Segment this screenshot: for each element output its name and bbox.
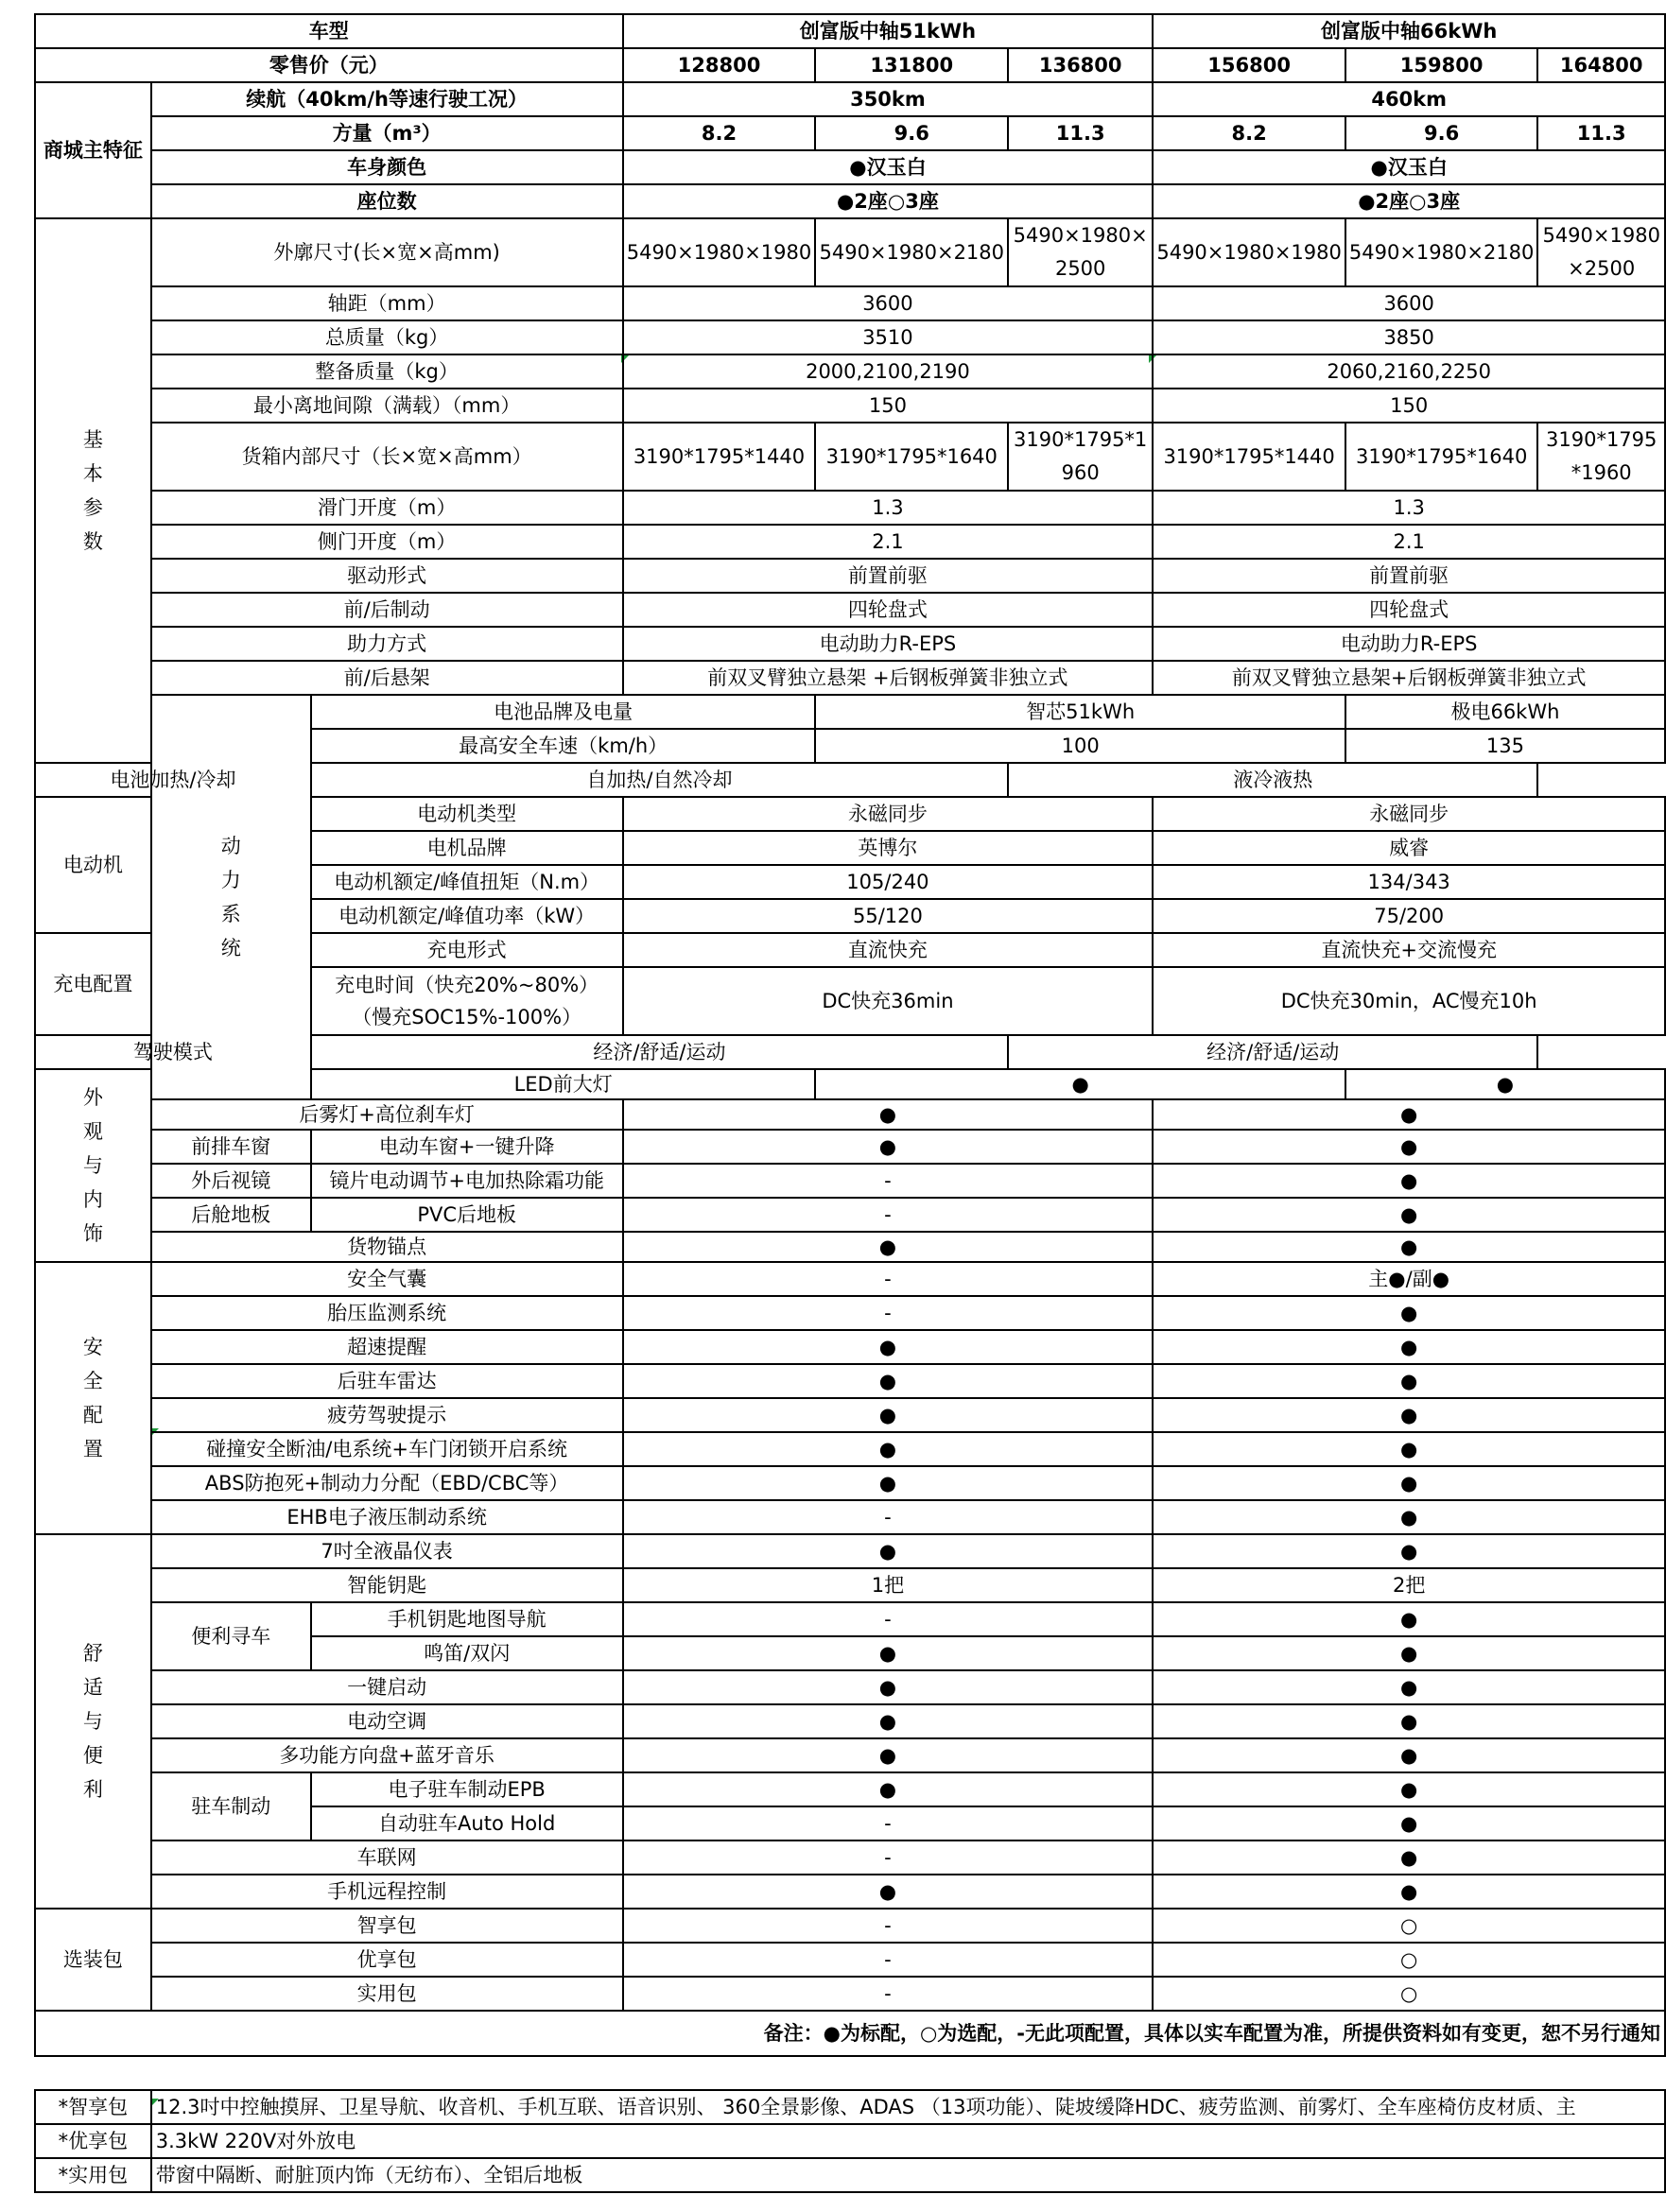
drive-51: 前置前驱	[623, 559, 1154, 593]
speed-51: 100	[815, 729, 1345, 763]
window-group-label: 前排车窗	[151, 1130, 311, 1164]
mirror-66: ●	[1153, 1164, 1665, 1198]
charge-form-label: 充电形式	[311, 933, 623, 967]
led-label: LED前大灯	[311, 1069, 816, 1099]
wheel-51: ●	[623, 1738, 1154, 1772]
cargo-cell: 3190*1795*1440	[623, 423, 816, 491]
battery-label: 电池品牌及电量	[311, 695, 816, 729]
key-66: 2把	[1153, 1568, 1665, 1602]
remote-51: ●	[623, 1875, 1154, 1909]
header-model-row	[35, 14, 1665, 48]
park-group-label: 驻车制动	[151, 1772, 311, 1840]
exterior-group-label: 外 观 与 内 饰	[35, 1069, 151, 1262]
led-66: ●	[1345, 1069, 1665, 1099]
crash-51: ●	[623, 1432, 1154, 1466]
floor-row	[35, 1198, 1665, 1232]
window-66: ●	[1153, 1130, 1665, 1164]
cargo-cell: 3190*1795*1640	[1345, 423, 1538, 491]
ehb-label: EHB电子液压制动系统	[151, 1500, 623, 1534]
price-cell: 156800	[1153, 48, 1345, 82]
power-kw-51: 55/120	[623, 899, 1154, 933]
range-label: 续航（40km/h等速行驶工况）	[151, 82, 623, 116]
cargo-row	[35, 423, 1665, 491]
charge-time-66: DC快充30min，AC慢充10h	[1153, 967, 1665, 1035]
dims-cell: 5490×1980×2180	[815, 218, 1008, 286]
power-kw-label: 电动机额定/峰值功率（kW）	[311, 899, 623, 933]
premium-51: -	[623, 1943, 1154, 1977]
horn-51: ●	[623, 1636, 1154, 1670]
power-kw-66: 75/200	[1153, 899, 1665, 933]
seats-66: ●2座○3座	[1153, 184, 1665, 218]
epb-66: ●	[1153, 1772, 1665, 1806]
drive-66: 前置前驱	[1153, 559, 1665, 593]
wheel-row	[35, 1738, 1665, 1772]
volume-cell: 9.6	[815, 116, 1008, 150]
side-door-51: 2.1	[623, 525, 1154, 559]
anchor-label: 货物锚点	[151, 1232, 623, 1262]
speed-66: 135	[1345, 729, 1665, 763]
abs-51: ●	[623, 1466, 1154, 1500]
thermal-row	[35, 763, 1665, 797]
mode-66: 经济/舒适/运动	[1008, 1035, 1537, 1069]
cargo-label: 货箱内部尺寸（长×宽×高mm）	[151, 423, 623, 491]
spacer-cell	[35, 2056, 1665, 2090]
volume-cell: 9.6	[1345, 116, 1538, 150]
curb-66: 2060,2160,2250	[1153, 354, 1665, 389]
version-66-header: 创富版中轴66kWh	[1153, 14, 1665, 48]
abs-row	[35, 1466, 1665, 1500]
wheelbase-row	[35, 286, 1665, 320]
epb-label: 电子驻车制动EPB	[311, 1772, 623, 1806]
ehb-66: ●	[1153, 1500, 1665, 1534]
crash-label: 碰撞安全断油/电系统+车门闭锁开启系统	[151, 1432, 623, 1466]
fatigue-66: ●	[1153, 1398, 1665, 1432]
utility-51: -	[623, 1977, 1154, 2011]
mapnav-51: -	[623, 1602, 1154, 1636]
find-group-label: 便利寻车	[151, 1602, 311, 1670]
cargo-cell: 3190*1795*1640	[815, 423, 1008, 491]
steer-row	[35, 627, 1665, 661]
anchor-66: ●	[1153, 1232, 1665, 1262]
crash-row	[35, 1432, 1665, 1466]
fog-51: ●	[623, 1099, 1154, 1130]
overspeed-row	[35, 1330, 1665, 1364]
overspeed-51: ●	[623, 1330, 1154, 1364]
cargo-cell: 3190*1795*1440	[1153, 423, 1345, 491]
seats-51: ●2座○3座	[623, 184, 1154, 218]
curb-51: 2000,2100,2190	[623, 354, 1154, 389]
key-51: 1把	[623, 1568, 1154, 1602]
clearance-66: 150	[1153, 389, 1665, 423]
mode-row	[35, 1035, 1665, 1069]
mirror-51: -	[623, 1164, 1154, 1198]
volume-cell: 8.2	[623, 116, 816, 150]
power-group-label: 动 力 系 统	[151, 695, 311, 1099]
abs-66: ●	[1153, 1466, 1665, 1500]
package-content: 带窗中隔断、耐脏顶内饰（无纺布）、全铝后地板	[151, 2158, 1665, 2192]
clearance-label: 最小离地间隙（满载）（mm）	[151, 389, 623, 423]
ehb-51: -	[623, 1500, 1154, 1534]
ac-51: ●	[623, 1704, 1154, 1738]
premium-66: ○	[1153, 1943, 1665, 1977]
sliding-label: 滑门开度（m）	[151, 491, 623, 525]
spec-table	[34, 13, 1666, 2193]
mirror-row	[35, 1164, 1665, 1198]
smart-51: -	[623, 1909, 1154, 1943]
wheelbase-66: 3600	[1153, 286, 1665, 320]
start-row	[35, 1670, 1665, 1704]
susp-row	[35, 661, 1665, 695]
clearance-51: 150	[623, 389, 1154, 423]
fog-label: 后雾灯+高位刹车灯	[151, 1099, 623, 1130]
package-name: *优享包	[35, 2124, 151, 2158]
gross-66: 3850	[1153, 320, 1665, 354]
curb-row	[35, 354, 1665, 389]
tpms-row	[35, 1296, 1665, 1330]
charge-time-label	[311, 967, 623, 1035]
mapnav-row	[35, 1602, 1665, 1636]
version-51-header: 创富版中轴51kWh	[623, 14, 1154, 48]
torque-51: 105/240	[623, 865, 1154, 899]
volume-cell: 11.3	[1008, 116, 1153, 150]
cluster-51: ●	[623, 1534, 1154, 1568]
remote-label: 手机远程控制	[151, 1875, 623, 1909]
ac-row	[35, 1704, 1665, 1738]
mode-51: 经济/舒适/运动	[311, 1035, 1008, 1069]
ehb-row	[35, 1500, 1665, 1534]
basic-group-label: 基 本 参 数	[35, 218, 151, 763]
safety-group-label: 安 全 配 置	[35, 1262, 151, 1534]
color-51: ●汉玉白	[623, 150, 1154, 184]
horn-66: ●	[1153, 1636, 1665, 1670]
range-row	[35, 82, 1665, 116]
smart-row	[35, 1909, 1665, 1943]
motor-type-51: 永磁同步	[623, 797, 1154, 831]
iov-66: ●	[1153, 1840, 1665, 1875]
floor-66: ●	[1153, 1198, 1665, 1232]
airbag-row	[35, 1262, 1665, 1296]
window-label: 电动车窗+一键升降	[311, 1130, 623, 1164]
key-label: 智能钥匙	[151, 1568, 623, 1602]
abs-label: ABS防抱死+制动力分配（EBD/CBC等）	[151, 1466, 623, 1500]
wheelbase-label: 轴距（mm）	[151, 286, 623, 320]
dims-label: 外廓尺寸(长×宽×高mm)	[151, 218, 623, 286]
gross-51: 3510	[623, 320, 1154, 354]
sliding-51: 1.3	[623, 491, 1154, 525]
steer-66: 电动助力R-EPS	[1153, 627, 1665, 661]
overspeed-66: ●	[1153, 1330, 1665, 1364]
utility-66: ○	[1153, 1977, 1665, 2011]
susp-66: 前双叉臂独立悬架+后钢板弹簧非独立式	[1153, 661, 1665, 695]
susp-label: 前/后悬架	[151, 661, 623, 695]
drive-label: 驱动形式	[151, 559, 623, 593]
charge-time-51: DC快充36min	[623, 967, 1154, 1035]
overspeed-label: 超速提醒	[151, 1330, 623, 1364]
ac-label: 电动空调	[151, 1704, 623, 1738]
wheelbase-51: 3600	[623, 286, 1154, 320]
mode-label: 驾驶模式	[35, 1035, 311, 1069]
package-row	[35, 2124, 1665, 2158]
thermal-label: 电池加热/冷却	[35, 763, 311, 797]
seats-row	[35, 184, 1665, 218]
motor-brand-label: 电机品牌	[311, 831, 623, 865]
start-51: ●	[623, 1670, 1154, 1704]
volume-label: 方量（m³）	[151, 116, 623, 150]
dims-cell: 5490×1980×2500	[1537, 218, 1665, 286]
price-cell: 159800	[1345, 48, 1538, 82]
premium-label: 优享包	[151, 1943, 623, 1977]
motor-brand-66: 威睿	[1153, 831, 1665, 865]
horn-label: 鸣笛/双闪	[311, 1636, 623, 1670]
volume-row	[35, 116, 1665, 150]
range-51: 350km	[623, 82, 1154, 116]
charge-group-label: 充电配置	[35, 933, 151, 1035]
note-row	[35, 2011, 1665, 2056]
clearance-row	[35, 389, 1665, 423]
anchor-51: ●	[623, 1232, 1154, 1262]
fatigue-row	[35, 1398, 1665, 1432]
thermal-51: 自加热/自然冷却	[311, 763, 1008, 797]
cargo-cell: 3190*1795*1960	[1008, 423, 1153, 491]
range-66: 460km	[1153, 82, 1665, 116]
legend-note: 备注：●为标配，○为选配，-无此项配置，具体以实车配置为准，所提供资料如有变更，恕不另行通知	[35, 2011, 1665, 2056]
tpms-66: ●	[1153, 1296, 1665, 1330]
price-row	[35, 48, 1665, 82]
dims-row	[35, 218, 1665, 286]
tpms-51: -	[623, 1296, 1154, 1330]
sliding-66: 1.3	[1153, 491, 1665, 525]
fatigue-label: 疲劳驾驶提示	[151, 1398, 623, 1432]
volume-cell: 11.3	[1537, 116, 1665, 150]
fog-66: ●	[1153, 1099, 1665, 1130]
price-cell: 164800	[1537, 48, 1665, 82]
side-door-row	[35, 525, 1665, 559]
speed-label: 最高安全车速（km/h）	[311, 729, 816, 763]
drive-row	[35, 559, 1665, 593]
color-66: ●汉玉白	[1153, 150, 1665, 184]
thermal-66: 液冷液热	[1008, 763, 1537, 797]
battery-51: 智芯51kWh	[815, 695, 1345, 729]
cluster-row	[35, 1534, 1665, 1568]
radar-51: ●	[623, 1364, 1154, 1398]
remote-row	[35, 1875, 1665, 1909]
dims-cell: 5490×1980×2180	[1345, 218, 1538, 286]
motor-type-66: 永磁同步	[1153, 797, 1665, 831]
sliding-row	[35, 491, 1665, 525]
steer-51: 电动助力R-EPS	[623, 627, 1154, 661]
torque-label: 电动机额定/峰值扭矩（N.m）	[311, 865, 623, 899]
price-cell: 131800	[815, 48, 1008, 82]
floor-label: PVC后地板	[311, 1198, 623, 1232]
model-label: 车型	[35, 14, 623, 48]
cluster-label: 7吋全液晶仪表	[151, 1534, 623, 1568]
airbag-label: 安全气囊	[151, 1262, 623, 1296]
airbag-51: -	[623, 1262, 1154, 1296]
ac-66: ●	[1153, 1704, 1665, 1738]
brake-label: 前/后制动	[151, 593, 623, 627]
iov-51: -	[623, 1840, 1154, 1875]
hold-label: 自动驻车Auto Hold	[311, 1806, 623, 1840]
seats-label: 座位数	[151, 184, 623, 218]
options-group-label: 选装包	[35, 1909, 151, 2011]
battery-row	[35, 695, 1665, 729]
package-row	[35, 2090, 1665, 2124]
fatigue-51: ●	[623, 1398, 1154, 1432]
radar-label: 后驻车雷达	[151, 1364, 623, 1398]
hold-66: ●	[1153, 1806, 1665, 1840]
package-content: 3.3kW 220V对外放电	[151, 2124, 1665, 2158]
smart-label: 智享包	[151, 1909, 623, 1943]
smart-66: ○	[1153, 1909, 1665, 1943]
utility-label: 实用包	[151, 1977, 623, 2011]
floor-51: -	[623, 1198, 1154, 1232]
mapnav-label: 手机钥匙地图导航	[311, 1602, 623, 1636]
brake-51: 四轮盘式	[623, 593, 1154, 627]
color-label: 车身颜色	[151, 150, 623, 184]
charge-time-label-line2: （慢充SOC15%-100%）	[352, 1006, 582, 1028]
airbag-66: 主●/副●	[1153, 1262, 1665, 1296]
gross-label: 总质量（kg）	[151, 320, 623, 354]
motor-type-label: 电动机类型	[311, 797, 623, 831]
window-row	[35, 1130, 1665, 1164]
led-51: ●	[815, 1069, 1345, 1099]
wheel-label: 多功能方向盘+蓝牙音乐	[151, 1738, 623, 1772]
volume-cell: 8.2	[1153, 116, 1345, 150]
radar-66: ●	[1153, 1364, 1665, 1398]
package-name: *智享包	[35, 2090, 151, 2124]
comfort-group-label: 舒 适 与 便 利	[35, 1534, 151, 1909]
premium-row	[35, 1943, 1665, 1977]
mall-group-label: 商城主特征	[35, 82, 151, 218]
tpms-label: 胎压监测系统	[151, 1296, 623, 1330]
package-name: *实用包	[35, 2158, 151, 2192]
remote-66: ●	[1153, 1875, 1665, 1909]
mapnav-66: ●	[1153, 1602, 1665, 1636]
torque-66: 134/343	[1153, 865, 1665, 899]
motor-brand-51: 英博尔	[623, 831, 1154, 865]
spacer-row	[35, 2056, 1665, 2090]
charge-form-51: 直流快充	[623, 933, 1154, 967]
mirror-group-label: 外后视镜	[151, 1164, 311, 1198]
cargo-cell: 3190*1795*1960	[1537, 423, 1665, 491]
price-cell: 128800	[623, 48, 816, 82]
battery-66: 极电66kWh	[1345, 695, 1665, 729]
curb-label: 整备质量（kg）	[151, 354, 623, 389]
charge-time-label-line1: 充电时间（快充20%~80%）	[335, 974, 599, 996]
utility-row	[35, 1977, 1665, 2011]
susp-51: 前双叉臂独立悬架 +后钢板弹簧非独立式	[623, 661, 1154, 695]
color-row	[35, 150, 1665, 184]
steer-label: 助力方式	[151, 627, 623, 661]
package-row	[35, 2158, 1665, 2192]
hold-51: -	[623, 1806, 1154, 1840]
cluster-66: ●	[1153, 1534, 1665, 1568]
radar-row	[35, 1364, 1665, 1398]
anchor-row	[35, 1232, 1665, 1262]
price-cell: 136800	[1008, 48, 1153, 82]
price-label: 零售价（元）	[35, 48, 623, 82]
dims-cell: 5490×1980×2500	[1008, 218, 1153, 286]
start-66: ●	[1153, 1670, 1665, 1704]
start-label: 一键启动	[151, 1670, 623, 1704]
epb-row	[35, 1772, 1665, 1806]
charge-form-66: 直流快充+交流慢充	[1153, 933, 1665, 967]
brake-66: 四轮盘式	[1153, 593, 1665, 627]
mirror-label: 镜片电动调节+电加热除霜功能	[311, 1164, 623, 1198]
crash-66: ●	[1153, 1432, 1665, 1466]
iov-row	[35, 1840, 1665, 1875]
iov-label: 车联网	[151, 1840, 623, 1875]
side-door-label: 侧门开度（m）	[151, 525, 623, 559]
wheel-66: ●	[1153, 1738, 1665, 1772]
gross-row	[35, 320, 1665, 354]
package-content: 12.3吋中控触摸屏、卫星导航、收音机、手机互联、语音识别、 360全景影像、ADAS （13项功能）、陡坡缓降HDC、疲劳监测、前雾灯、全车座椅仿皮材质、主	[151, 2090, 1665, 2124]
side-door-66: 2.1	[1153, 525, 1665, 559]
floor-group-label: 后舱地板	[151, 1198, 311, 1232]
epb-51: ●	[623, 1772, 1154, 1806]
dims-cell: 5490×1980×1980	[623, 218, 816, 286]
dims-cell: 5490×1980×1980	[1153, 218, 1345, 286]
key-row	[35, 1568, 1665, 1602]
motor-group-label: 电动机	[35, 797, 151, 933]
brake-row	[35, 593, 1665, 627]
window-51: ●	[623, 1130, 1154, 1164]
fog-row	[35, 1099, 1665, 1130]
